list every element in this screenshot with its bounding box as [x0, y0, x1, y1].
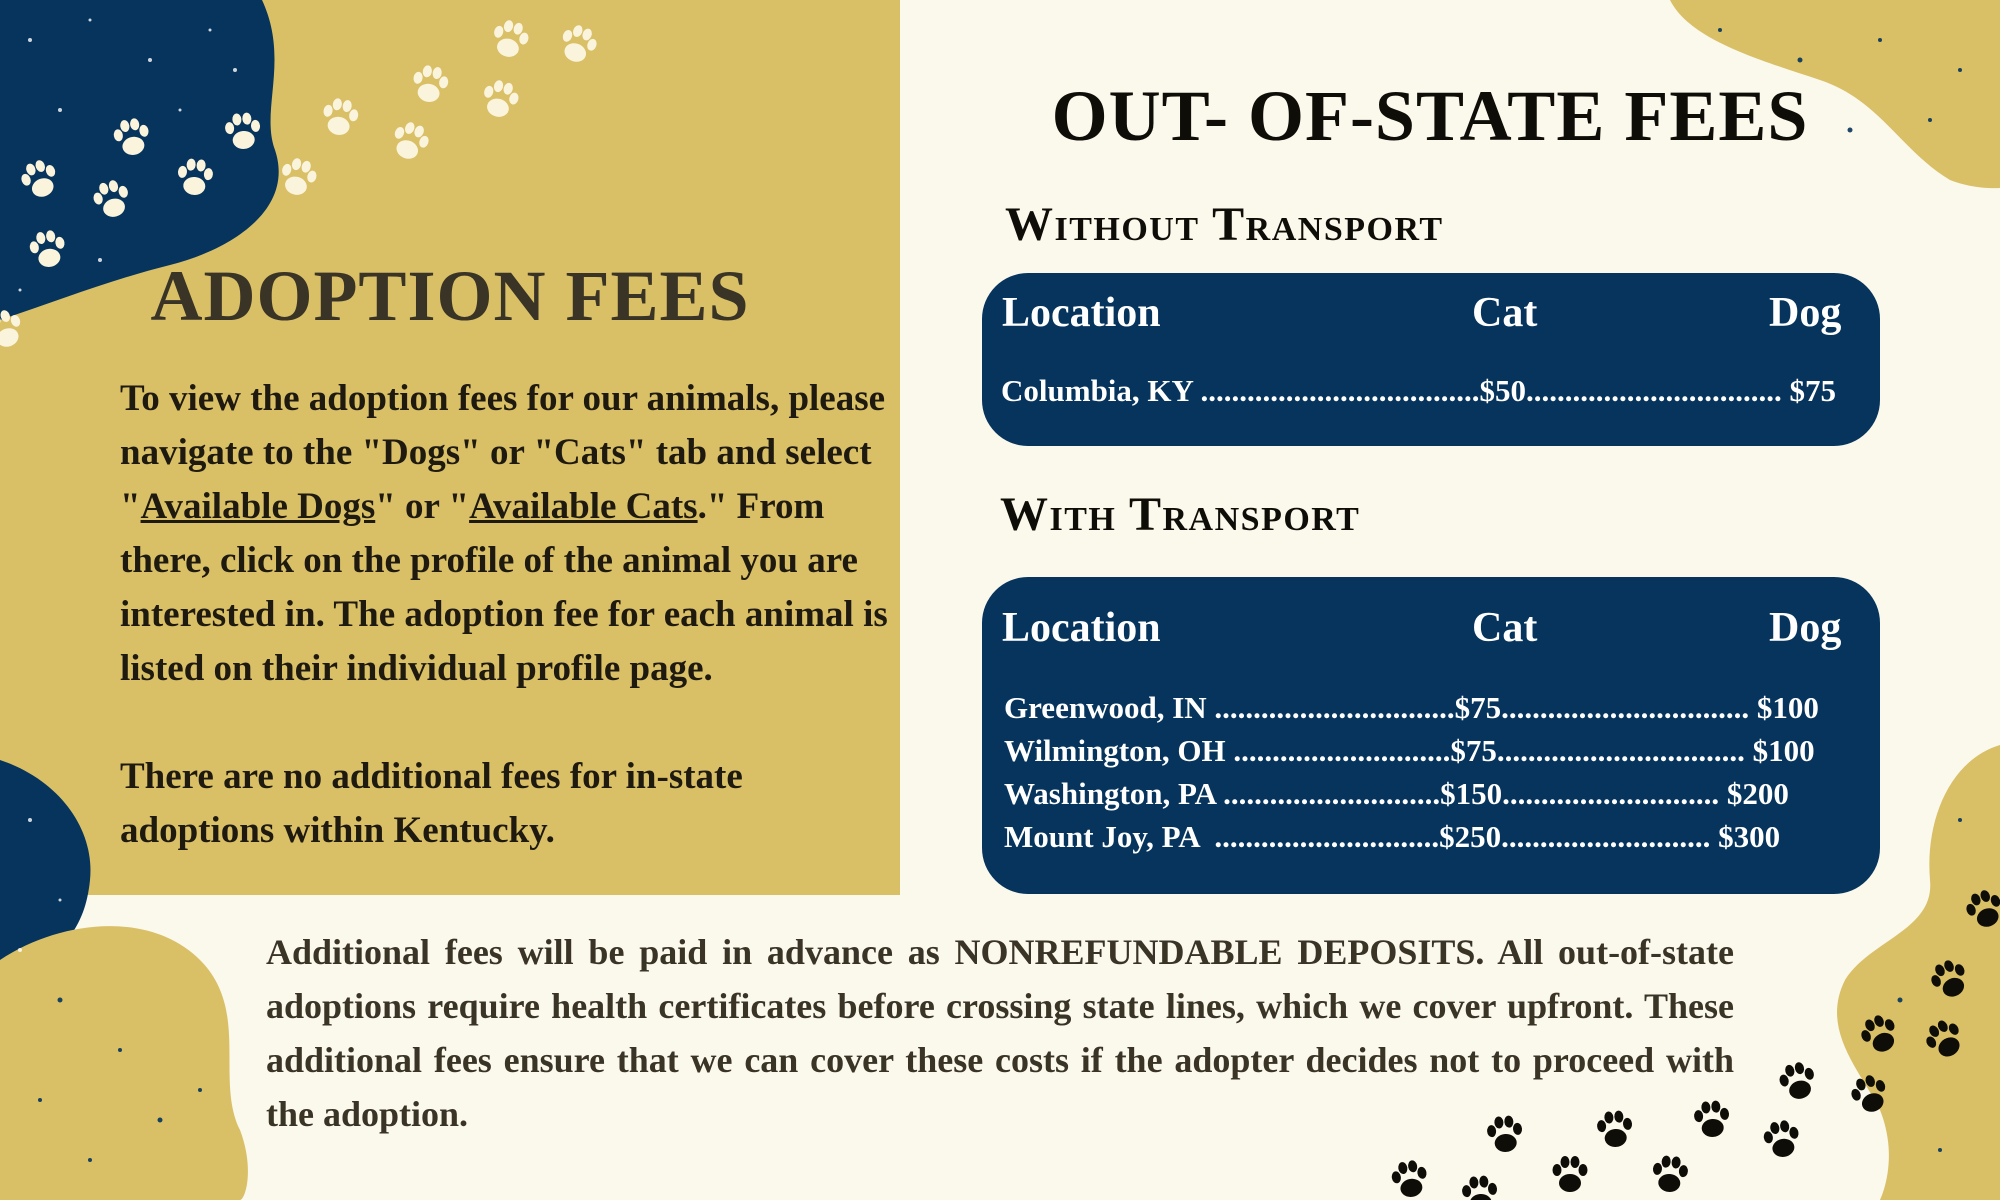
column-header-dog: Dog [1769, 290, 1842, 336]
adoption-fees-description [120, 372, 890, 912]
column-header-location: Location [1002, 605, 1161, 651]
in-state-note: There are no additional fees for in-state adoptions within Kentucky. [120, 756, 743, 851]
available-dogs-link[interactable]: Available Dogs [140, 486, 376, 527]
fee-row-greenwood-in: Greenwood, IN ...............................$75................................ $100 [1004, 690, 1819, 725]
column-header-cat: Cat [1472, 605, 1538, 651]
with-transport-heading: With Transport [1000, 488, 1361, 541]
available-cats-link[interactable]: Available Cats [469, 486, 698, 527]
gold-blob-bottom-left [0, 926, 248, 1200]
adoption-fees-instructions: To view the adoption fees for our animals, please navigate to the "Dogs" or "Cats" tab and select "Available Dogs" or "Available Cats." From there, click on the profile of the animal you are interested in. The adoption fee for each animal is listed on their individual profile page. [120, 378, 888, 689]
out-of-state-fees-title: OUT- OF-STATE FEES [1051, 76, 1809, 156]
adoption-fees-title: ADOPTION FEES [150, 256, 750, 336]
fee-row-wilmington-oh: Wilmington, OH ............................$75................................ $100 [1004, 733, 1815, 768]
with-transport-fee-table [982, 577, 1880, 894]
fee-row-washington-pa: Washington, PA ............................$150............................ $200 [1004, 776, 1789, 811]
column-header-dog: Dog [1769, 605, 1842, 651]
column-header-location: Location [1002, 290, 1161, 336]
without-transport-fee-table [982, 273, 1880, 446]
nonrefundable-deposit-note: Additional fees will be paid in advance as NONREFUNDABLE DEPOSITS. All out-of-state adoptions require health certificates before crossing state lines, which we cover upfront. These additional fees ensure that we can cover these costs if the adopter decides not to proceed with the adoption. [266, 932, 1734, 1134]
column-header-cat: Cat [1472, 290, 1538, 336]
fee-row-mount-joy-pa: Mount Joy, PA .............................$250........................... $300 [1004, 819, 1781, 854]
without-transport-heading: Without Transport [1005, 198, 1444, 251]
fee-row-columbia-ky: Columbia, KY ....................................$50................................. $75 [1001, 373, 1837, 408]
